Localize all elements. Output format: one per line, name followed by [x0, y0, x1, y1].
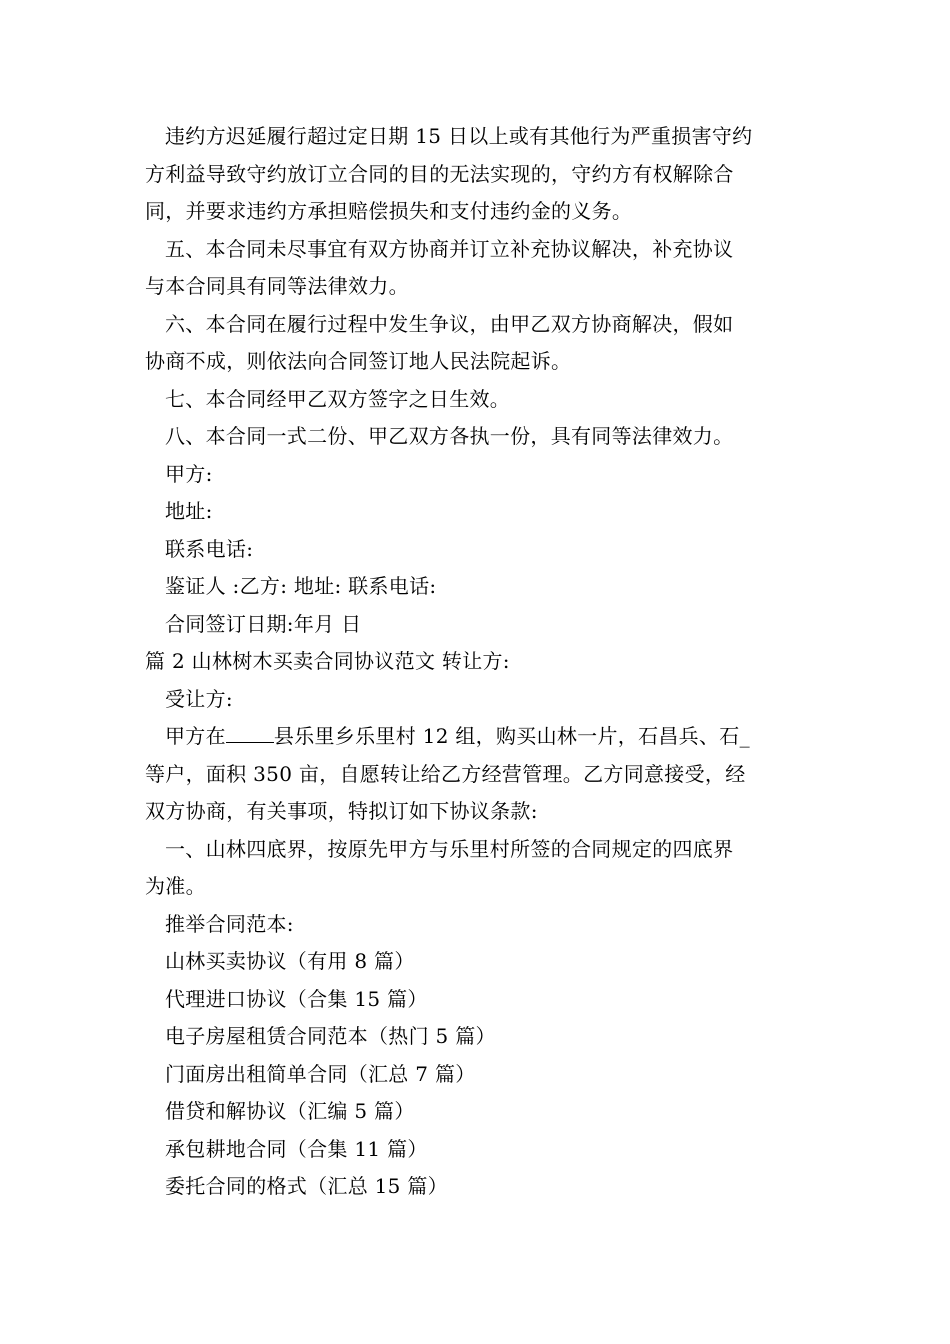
paragraph-group-a	[145, 118, 810, 718]
text-line: 委托合同的格式（汇总 15 篇）	[165, 1174, 448, 1198]
text-line: 五、本合同未尽事宜有双方协商并订立补充协议解决，补充协议	[165, 236, 734, 261]
text-line: 协商不成，则依法向合同签订地人民法院起诉。	[145, 349, 572, 373]
text-line: 门面房出租简单合同（汇总 7 篇）	[165, 1061, 476, 1086]
text-line: 电子房屋租赁合同范本（热门 5 篇）	[165, 1024, 496, 1048]
text-line: 等户，面积 350 亩，自愿转让给乙方经营管理。乙方同意接受，经	[145, 761, 746, 786]
document-body	[145, 118, 810, 1206]
text-line: 方利益导致守约放订立合同的目的无法实现的，守约方有权解除合	[145, 161, 734, 186]
text-line: 承包耕地合同（合集 11 篇）	[165, 1136, 428, 1161]
text-line: 违约方迟延履行超过定日期 15 日以上或有其他行为严重损害守约	[165, 124, 753, 148]
text-line: 双方协商，有关事项，特拟订如下协议条款:	[145, 799, 538, 823]
text-line: 联系电话:	[165, 536, 254, 561]
blank-line-after: 县乐里乡乐里村 12 组，购买山林一片，石昌兵、石_	[273, 724, 750, 748]
text-line: 为准。	[145, 874, 206, 898]
text-line: 六、本合同在履行过程中发生争议，由甲乙双方协商解决，假如	[165, 311, 734, 336]
text-line: 鉴证人 :乙方: 地址: 联系电话:	[165, 574, 437, 598]
text-line: 推举合同范本:	[165, 911, 294, 936]
text-line: 受让方:	[165, 686, 233, 711]
text-line: 借贷和解协议（汇编 5 篇）	[165, 1099, 415, 1123]
text-line: 七、本合同经甲乙双方签字之日生效。	[165, 386, 511, 411]
text-line: 合同签订日期:年月 日	[165, 611, 362, 636]
text-line: 一、山林四底界，按原先甲方与乐里村所签的合同规定的四底界	[165, 836, 734, 861]
text-line: 甲方:	[165, 461, 213, 486]
text-line: 同，并要求违约方承担赔偿损失和支付违约金的义务。	[145, 199, 633, 223]
blank-line-before: 甲方在	[165, 724, 226, 748]
text-line: 山林买卖协议（有用 8 篇）	[165, 949, 415, 973]
blank-fill-line	[145, 718, 810, 756]
text-line: 地址:	[165, 499, 213, 523]
paragraph-group-b	[145, 756, 810, 1206]
text-line: 篇 2 山林树木买卖合同协议范文 转让方:	[145, 649, 510, 673]
text-line: 与本合同具有同等法律效力。	[145, 274, 409, 298]
text-line: 八、本合同一式二份、甲乙双方各执一份，具有同等法律效力。	[165, 424, 734, 448]
text-line: 代理进口协议（合集 15 篇）	[165, 986, 428, 1011]
fill-in-blank	[226, 722, 274, 743]
